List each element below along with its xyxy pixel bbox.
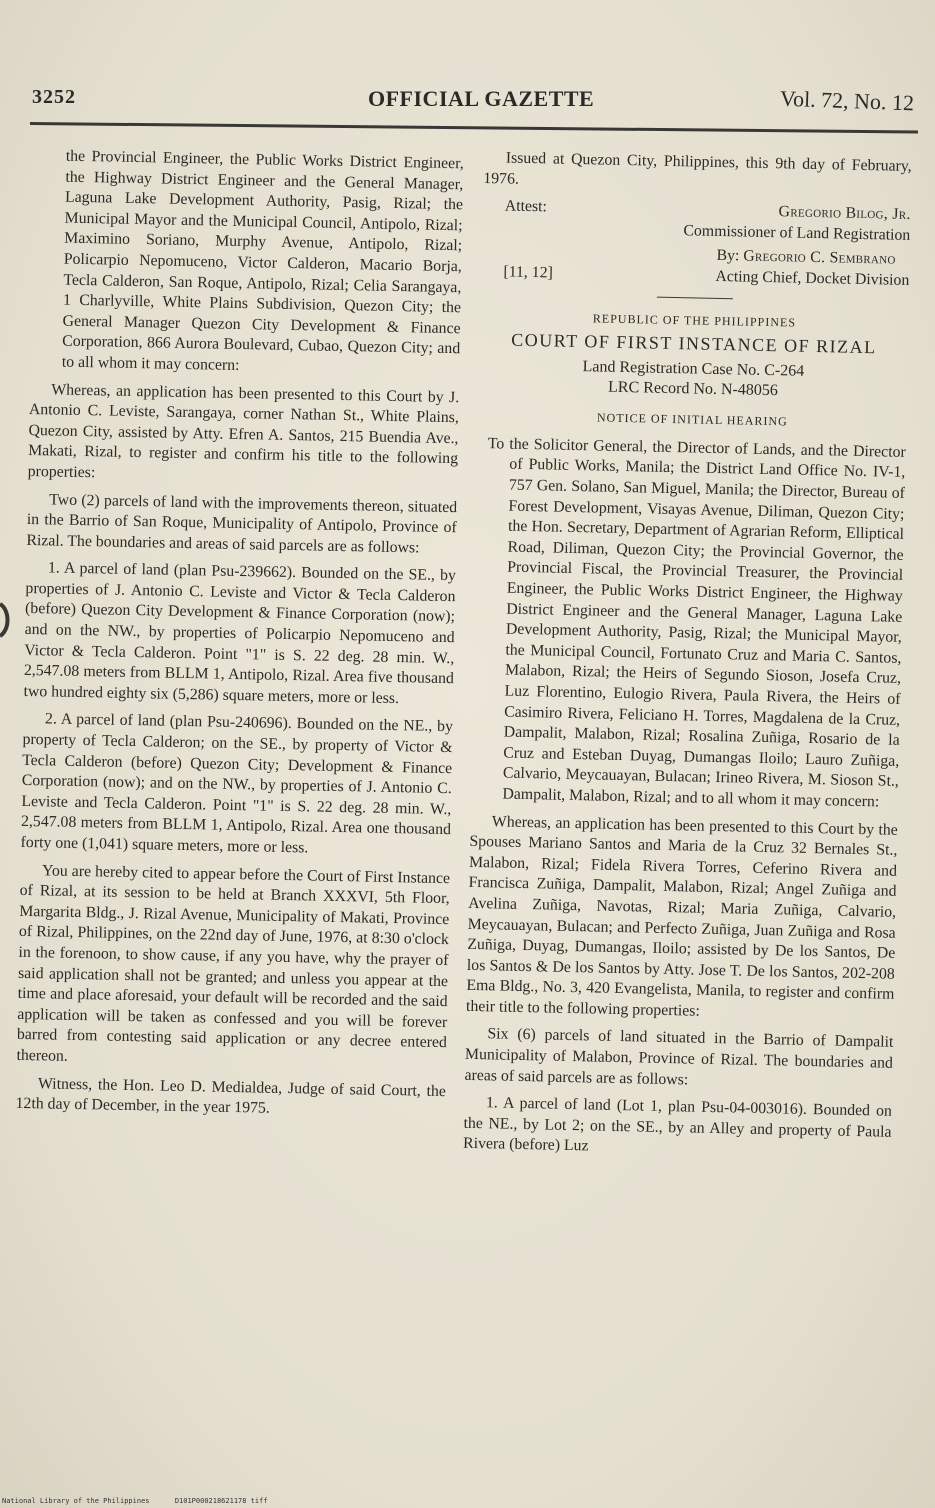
- parcel-1-second-case: 1. A parcel of land (Lot 1, plan Psu-04-003016). Bounded on the NE., by Lot 2; on the SE., by an Alley and property of Paula Rivera (before) Luz: [462, 1094, 893, 1155]
- parcels-intro-2: Six (6) parcels of land situated in the Barrio of Dampalit Municipality of Malabon, Province of Rizal. The boundaries and areas of said parcels are as follows:: [464, 1025, 894, 1089]
- whereas-paragraph: Whereas, an application has been presented to this Court by J. Antonio C. Leviste, Sarangaya, corner Nathan St., White Plains, Quezon City, assisted by Atty. Efren A. Santos, 215 Buendia Ave., Makati, Rizal, to register and confirm his title to the following properties:: [27, 380, 460, 482]
- scan-label: National Library of the Philippines: [2, 1497, 150, 1505]
- signatory-2-title: Acting Chief, Docket Division: [715, 267, 910, 289]
- notice-title: NOTICE OF INITIAL HEARING: [596, 410, 788, 429]
- court-heading: COURT OF FIRST INSTANCE OF RIZAL: [511, 329, 877, 357]
- attest-block: [482, 196, 911, 246]
- signature-1: [683, 200, 911, 246]
- left-column: [15, 146, 464, 1130]
- issued-paragraph: Issued at Quezon City, Philippines, this 9th day of February, 1976.: [483, 149, 912, 188]
- page-number: 3252: [32, 86, 76, 108]
- volume-number: Vol. 72, No. 12: [779, 85, 915, 116]
- signatory-2-name: Gregorio C. Sembrano: [743, 247, 896, 269]
- addressees-continued: the Provincial Engineer, the Public Works District Engineer, the Highway District Engineer and the General Manager, Laguna Lake Development Authority, Pasig, Rizal; the Municipal Mayor and the Municipal Council, Antipolo, Rizal; Maximino Soriano, Murphy Avenue, Antipolo, Rizal; Policarpio Nepomuceno, Victor Calderon, Macario Borja, Tecla Calderon, San Roque, Antipolo, Rizal; Celia Sarangaya, 1 Charlyville, White Plains Subdivision, Quezon City; the General Manager Quezon City Development & Finance Corporation, 866 Aurora Boulevard, Cubao, Quezon City; and to all whom it may concern:: [61, 147, 464, 374]
- case-number: Land Registration Case No. C-264: [582, 358, 805, 381]
- parcels-intro: Two (2) parcels of land with the improvements thereon, situated in the Barrio of San Roque, Municipality of Antipolo, Province of Rizal. The boundaries and areas of said parcels are as follows:: [26, 490, 458, 557]
- header-rule: [30, 122, 918, 134]
- parcel-2: 2. A parcel of land (plan Psu-240696). Bounded on the NE., by property of Tecla Calderon; on the SE., by property of Victor & Tecla Calderon (before) Quezon City; Development & Finance Corporation (now); and on the NW., by properties of J. Antonio C. Leviste and Tecla Calderon. Point "1" is S. 22 deg. 28 min. W., 2,547.08 meters from BLLM 1, Antipolo, Rizal. Area one thousand forty one (1,041) square meters, more or less.: [20, 710, 454, 857]
- citation-paragraph: You are hereby cited to appear before the Court of First Instance of Rizal, at its session to be held at Branch XXXVI, 5th Floor, Margarita Bldg., J. Rizal Avenue, Municipality of Makati, Province of Rizal, Philippines, on the 22nd day of June, 1976, at 8:30 o'clock in the forenoon, to show cause, if any you have, why the prayer of said application shall not be granted; and unless you appear at the time and place aforesaid, your default will be recorded and the said application will be taken as confessed and you will be forever barred from contesting said application or any decree entered thereon.: [16, 861, 451, 1065]
- binding-mark-icon: [0, 600, 12, 640]
- right-column: [463, 148, 912, 1171]
- attest-label: Attest:: [504, 197, 548, 216]
- scan-id: D101P000218621178 tiff: [174, 1497, 268, 1505]
- witness-paragraph: Witness, the Hon. Leo D. Medialdea, Judge of said Court, the 12th day of December, in the year 1975.: [15, 1074, 447, 1117]
- whereas-paragraph-2: Whereas, an application has been presented to this Court by the Spouses Mariano Santos and Maria de la Cruz 32 Bernales St., Malabon, Rizal; Fidela Rivera Torres, Ceferino Rivera and Francisca Zuñiga, Dampalit, Malabon, Rizal; Angel Zuñiga and Avelina Zuñiga, Navotas, Rizal; Maria Zuñiga, Calvario, Meycauayan, Bulacan; and Perfecto Zuñiga, Juan Zuñiga and Rosa Zuñiga, Duyag, Dumangas, Iloilo; assisted by De los Santos, De los Santos & De los Santos by Atty. Jose T. De los Santos, 202-208 Ema Bldg., No. 3, 420 Evangelista, Manila, to register and confirm their title to the following properties:: [465, 812, 898, 1020]
- section-divider: [657, 296, 733, 299]
- republic-heading: REPUBLIC OF THE PHILIPPINES: [592, 311, 797, 330]
- scan-footer: [2, 1497, 268, 1505]
- addressees-paragraph: To the Solicitor General, the Director of Lands, and the Director of Public Works, Manila; the District Land Office No. IV-1, 757 Gen. Solano, San Miguel, Manila; the Director, Bureau of Forest Development, Visayas Avenue, Diliman, Quezon City; the Hon. Secretary, Department of Agrarian Reform, Elliptical Road, Diliman, Quezon City; the Provincial Governor, the Provincial Fiscal, the Provincial Treasurer, the Provincial Engineer, the Public Works District Engineer, the Highway District Engineer and the General Manager, Laguna Lake Development Authority, Pasig, Rizal; the Municipal Mayor, the Municipal Council, Fortunato Cruz and Maria C. Santos, Malabon, Rizal; the Heirs of Segundo Sioson, Josefa Cruz, Luz Florentino, Eulogio Rivera, Paula Rivera, the Heirs of Casimiro Rivera, Feliciano H. Torres, Magdalena de la Cruz, Dampalit, Malabon, Rizal; Rosalina Zuñiga, Rosario de la Cruz and Esteban Duyag, Dumangas Iloilo; Lauro Zuñiga, Calvario, Meycauayan, Bulacan; Irineo Rivera, M. Sioson St., Dampalit, Malabon, Rizal; and to all whom it may concern:: [487, 434, 906, 811]
- parcel-1: 1. A parcel of land (plan Psu-239662). Bounded on the SE., by properties of J. Antonio C. Leviste and Victor & Tecla Calderon (before) Quezon City Development & Finance Corporation (now); and on the NW., by properties of Policarpio Nepomuceno and Victor & Tecla Calderon. Point "1" is S. 22 deg. 28 min. W., 2,547.08 meters from BLLM 1, Antipolo, Rizal. Area five thousand two hundred eighty six (5,286) square meters, more or less.: [23, 559, 456, 707]
- issue-reference: [11, 12]: [503, 263, 554, 282]
- lrc-record: LRC Record No. N-48056: [607, 378, 779, 400]
- gazette-title: OFFICIAL GAZETTE: [368, 86, 595, 111]
- signatory-1-title: Commissioner of Land Registration: [683, 221, 911, 244]
- signatory-1-name: Gregorio Bilog, Jr.: [778, 203, 911, 224]
- by-label: By:: [716, 247, 740, 265]
